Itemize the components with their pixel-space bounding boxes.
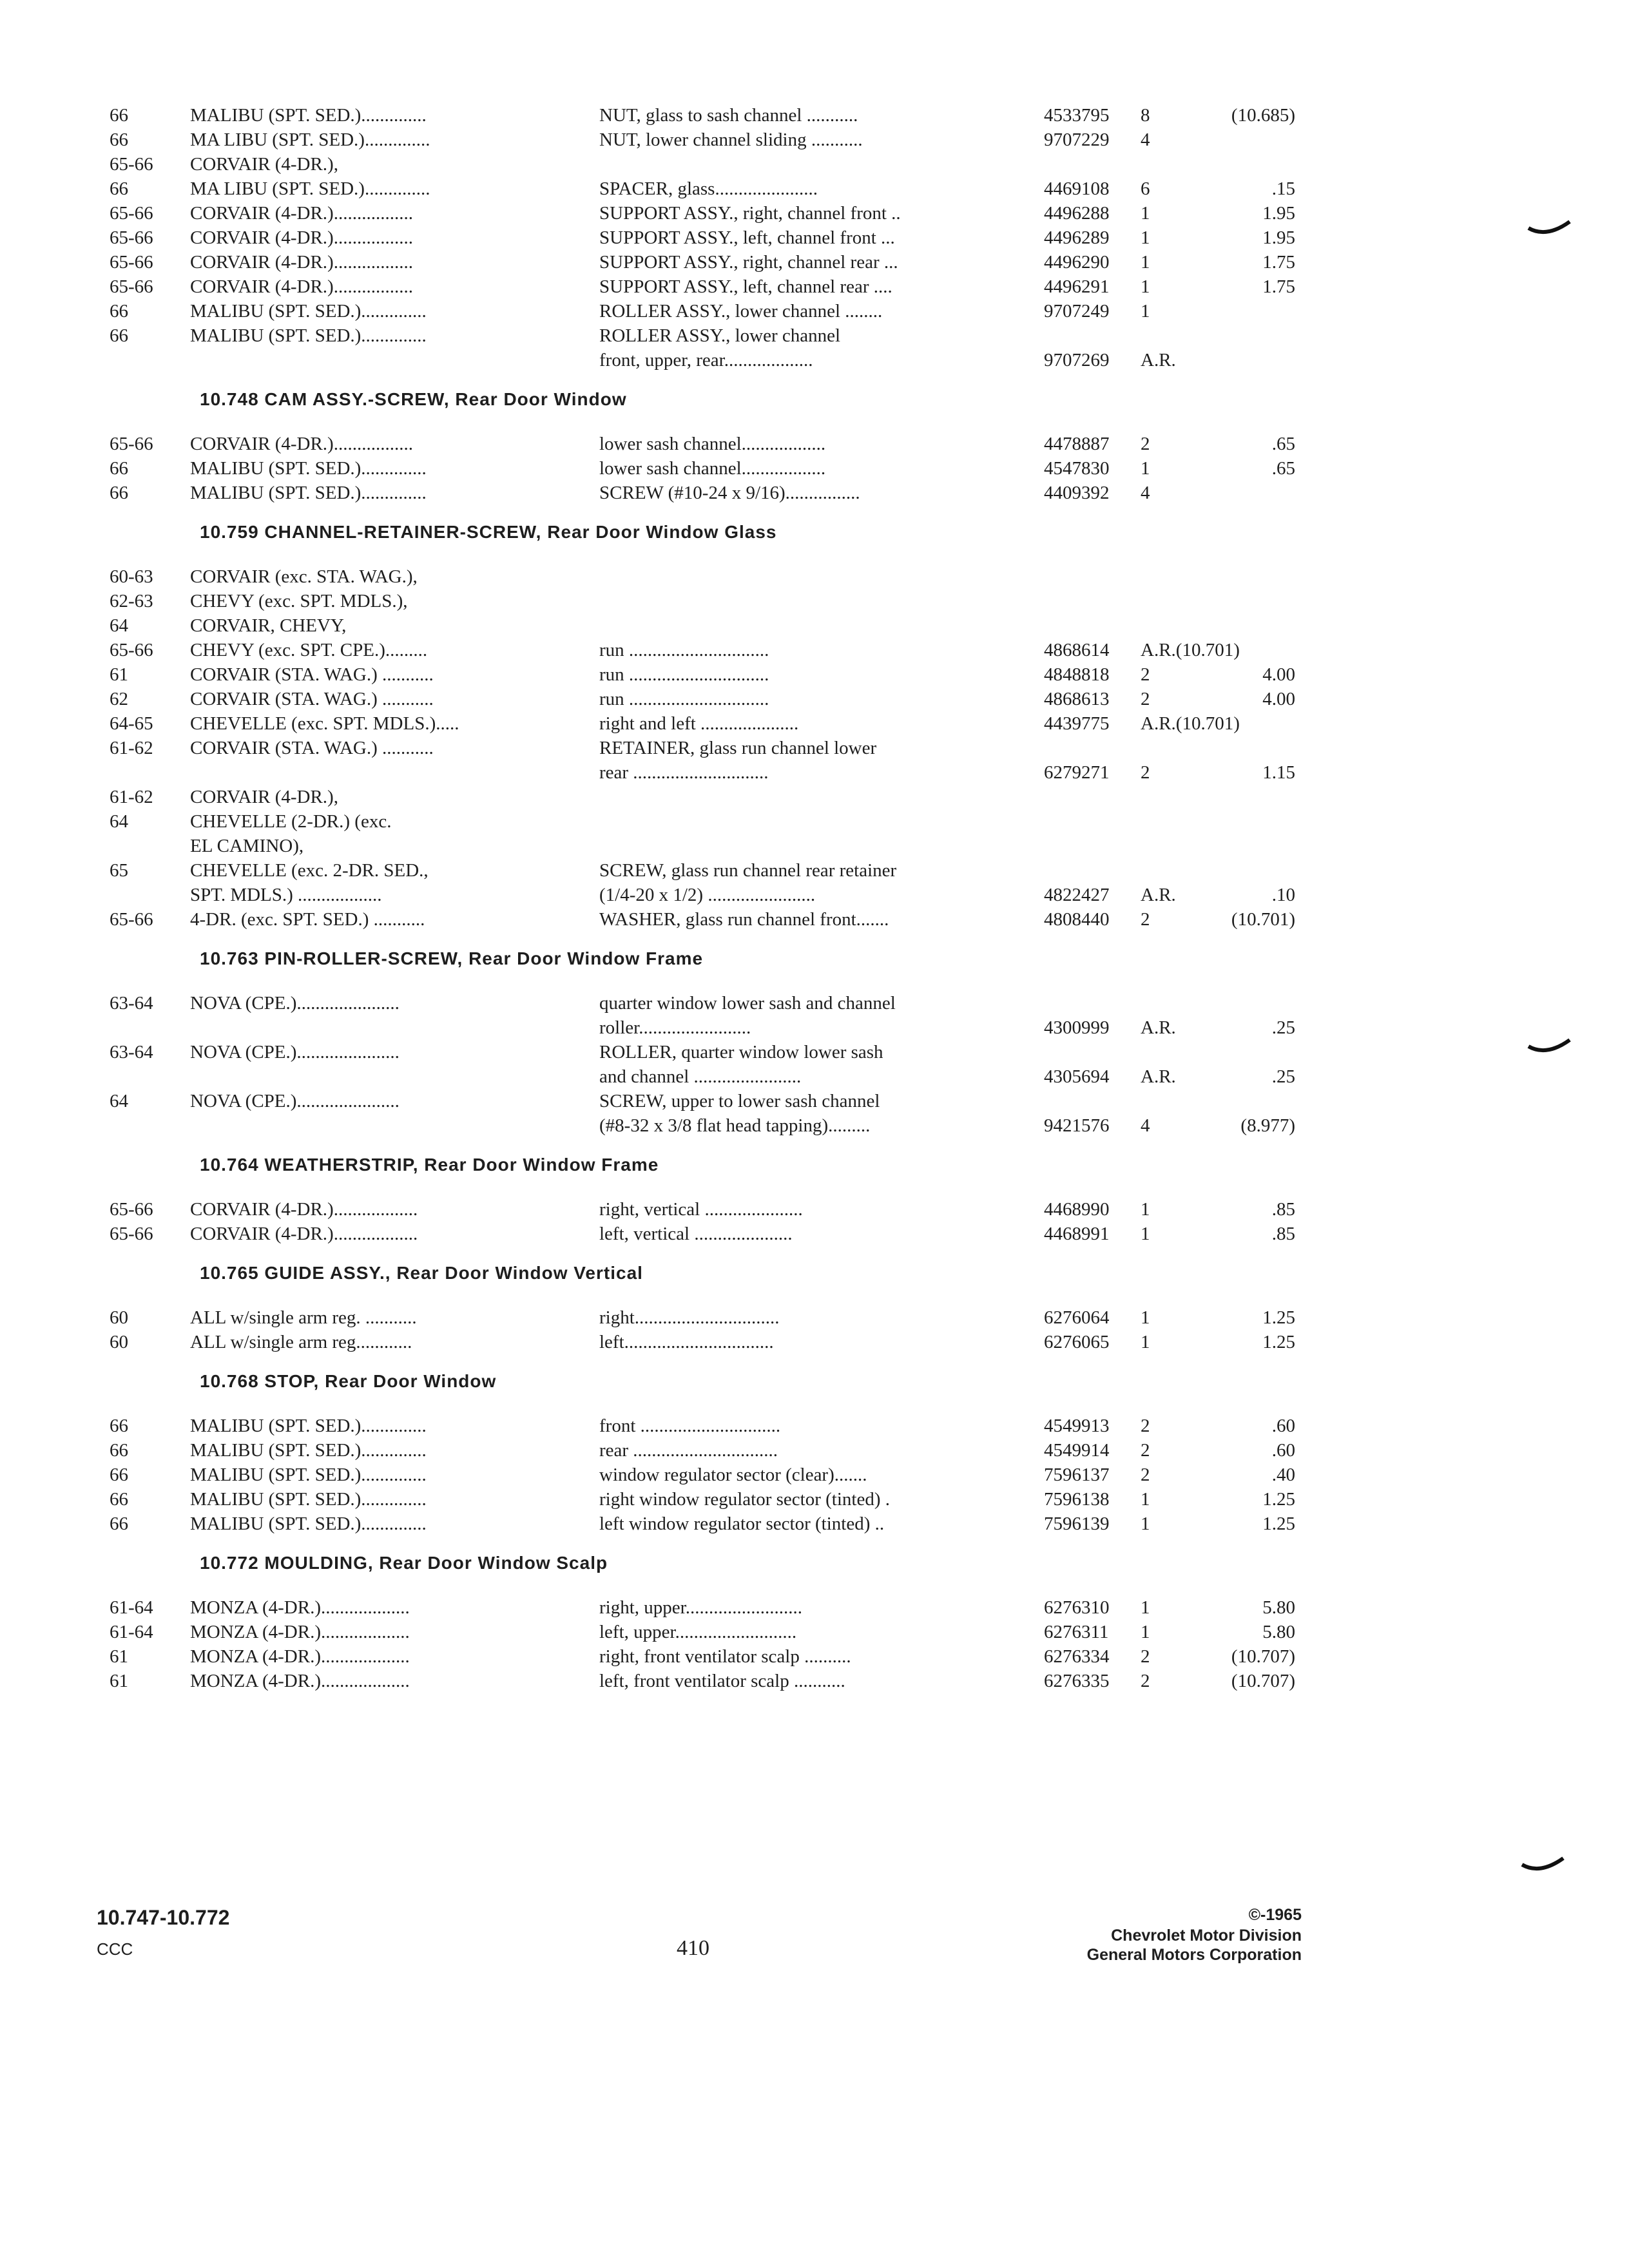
row-part-number: 6276334	[1044, 1646, 1110, 1667]
parts-row	[110, 564, 1302, 589]
row-quantity: 1	[1141, 1597, 1150, 1618]
row-price: .85	[1271, 1224, 1295, 1244]
row-model: CORVAIR (4-DR.),	[190, 787, 338, 807]
parts-row	[110, 687, 1302, 711]
row-model: CORVAIR (4-DR.)..................	[190, 1199, 418, 1220]
row-part-number: 4868613	[1044, 689, 1110, 709]
row-quantity: 4	[1141, 483, 1150, 503]
row-price: 1.25	[1262, 1332, 1295, 1352]
row-part-number: 4547830	[1044, 458, 1110, 479]
row-year: 66	[110, 1465, 128, 1485]
row-quantity: 2	[1141, 434, 1150, 454]
row-model: CHEVY (exc. SPT. MDLS.),	[190, 591, 408, 611]
row-model: EL CAMINO),	[190, 836, 304, 856]
parts-row	[110, 1512, 1302, 1536]
row-part-number: 4300999	[1044, 1017, 1110, 1038]
page-number: 410	[677, 1936, 709, 1960]
row-year: 65-66	[110, 203, 153, 224]
row-quantity: 1	[1141, 1514, 1150, 1534]
row-quantity: A.R.	[1141, 885, 1176, 905]
row-model: CORVAIR, CHEVY,	[190, 615, 347, 636]
row-description: right, upper.........................	[599, 1597, 802, 1618]
parts-row	[110, 638, 1302, 662]
row-part-number: 4439775	[1044, 713, 1110, 734]
row-quantity-price: A.R.(10.701)	[1141, 713, 1240, 734]
parts-row	[110, 1669, 1302, 1693]
section-heading	[110, 1548, 1302, 1584]
row-year: 62-63	[110, 591, 153, 611]
row-year: 61	[110, 664, 128, 685]
row-part-number: 6276310	[1044, 1597, 1110, 1618]
row-price: .60	[1271, 1440, 1295, 1461]
row-price: .65	[1271, 458, 1295, 479]
row-part-number: 4533795	[1044, 105, 1110, 126]
row-price: 1.95	[1262, 227, 1295, 248]
row-quantity: A.R.	[1141, 350, 1176, 370]
section-range: 10.747-10.772	[97, 1906, 230, 1929]
parts-row	[110, 103, 1302, 128]
row-model: CORVAIR (STA. WAG.) ...........	[190, 738, 434, 758]
row-price: 1.75	[1262, 252, 1295, 273]
row-price: 1.75	[1262, 276, 1295, 297]
parts-row	[110, 1644, 1302, 1669]
row-quantity: 1	[1141, 227, 1150, 248]
section-heading-text: 10.759 CHANNEL-RETAINER-SCREW, Rear Door Window Glass	[200, 522, 777, 542]
row-year: 65	[110, 860, 128, 881]
parts-row	[110, 589, 1302, 613]
row-quantity: 2	[1141, 1646, 1150, 1667]
parts-row	[110, 1089, 1302, 1113]
parts-row	[110, 299, 1302, 323]
section-heading	[110, 1366, 1302, 1402]
row-quantity: A.R.	[1141, 1066, 1176, 1087]
row-quantity: 1	[1141, 1199, 1150, 1220]
row-price: 5.80	[1262, 1622, 1295, 1642]
section-heading-text: 10.768 STOP, Rear Door Window	[200, 1371, 497, 1391]
row-model: 4-DR. (exc. SPT. SED.) ...........	[190, 909, 425, 930]
section-heading	[110, 1258, 1302, 1294]
row-model: CORVAIR (exc. STA. WAG.),	[190, 566, 418, 587]
row-year: 66	[110, 325, 128, 346]
row-part-number: 7596139	[1044, 1514, 1110, 1534]
row-model: MONZA (4-DR.)...................	[190, 1646, 410, 1667]
parts-row	[110, 785, 1302, 809]
row-description: run ..............................	[599, 664, 769, 685]
row-year: 61-62	[110, 738, 153, 758]
row-part-number: 4468990	[1044, 1199, 1110, 1220]
row-part-number: 9707269	[1044, 350, 1110, 370]
row-year: 64	[110, 615, 128, 636]
row-part-number: 4409392	[1044, 483, 1110, 503]
row-quantity: 1	[1141, 1307, 1150, 1328]
row-model: MALIBU (SPT. SED.)..............	[190, 301, 427, 322]
parts-row	[110, 1305, 1302, 1330]
row-description: right and left .....................	[599, 713, 799, 734]
row-part-number: 6276311	[1044, 1622, 1109, 1642]
parts-row	[110, 991, 1302, 1015]
row-year: 66	[110, 178, 128, 199]
parts-row	[110, 250, 1302, 274]
row-year: 61-64	[110, 1622, 153, 1642]
parts-row	[110, 1620, 1302, 1644]
parts-row	[110, 1463, 1302, 1487]
row-year: 61	[110, 1646, 128, 1667]
row-description: quarter window lower sash and channel	[599, 993, 896, 1014]
parts-row	[110, 1595, 1302, 1620]
row-price: .60	[1271, 1416, 1295, 1436]
parts-row	[110, 348, 1302, 372]
row-description: NUT, glass to sash channel ...........	[599, 105, 858, 126]
row-part-number: 4848818	[1044, 664, 1110, 685]
row-part-number: 4808440	[1044, 909, 1110, 930]
row-model: NOVA (CPE.)......................	[190, 1042, 400, 1062]
row-quantity: 2	[1141, 689, 1150, 709]
row-description: ROLLER, quarter window lower sash	[599, 1042, 883, 1062]
row-model: MA LIBU (SPT. SED.)..............	[190, 178, 430, 199]
row-description: SCREW, upper to lower sash channel	[599, 1091, 880, 1111]
parts-row	[110, 128, 1302, 152]
row-description: left, front ventilator scalp ...........	[599, 1671, 845, 1691]
row-year: 66	[110, 1514, 128, 1534]
row-year: 66	[110, 301, 128, 322]
parts-row	[110, 1040, 1302, 1064]
row-year: 64-65	[110, 713, 153, 734]
row-description: front ..............................	[599, 1416, 781, 1436]
row-quantity: 1	[1141, 1332, 1150, 1352]
row-price: 5.80	[1262, 1597, 1295, 1618]
row-part-number: 6276065	[1044, 1332, 1110, 1352]
row-price: .65	[1271, 434, 1295, 454]
row-description: and channel .......................	[599, 1066, 802, 1087]
parts-row	[110, 662, 1302, 687]
row-price: (10.701)	[1231, 909, 1295, 930]
parts-row	[110, 152, 1302, 177]
row-model: CORVAIR (STA. WAG.) ...........	[190, 689, 434, 709]
row-quantity: 6	[1141, 178, 1150, 199]
row-price: .25	[1271, 1017, 1295, 1038]
row-description: SUPPORT ASSY., right, channel rear ...	[599, 252, 898, 273]
row-model: CORVAIR (4-DR.).................	[190, 252, 413, 273]
row-year: 66	[110, 458, 128, 479]
parts-row	[110, 1015, 1302, 1040]
row-price: (8.977)	[1240, 1115, 1295, 1136]
row-year: 66	[110, 1440, 128, 1461]
parts-row	[110, 1487, 1302, 1512]
row-part-number: 4868614	[1044, 640, 1110, 660]
row-description: window regulator sector (clear).......	[599, 1465, 867, 1485]
row-model: MALIBU (SPT. SED.)..............	[190, 458, 427, 479]
row-description: left................................	[599, 1332, 774, 1352]
row-price: .15	[1271, 178, 1295, 199]
row-model: ALL w/single arm reg. ...........	[190, 1307, 417, 1328]
row-quantity: 4	[1141, 1115, 1150, 1136]
row-quantity: 2	[1141, 909, 1150, 930]
section-heading	[110, 1149, 1302, 1186]
row-model: CORVAIR (4-DR.).................	[190, 227, 413, 248]
row-year: 62	[110, 689, 128, 709]
row-price: .10	[1271, 885, 1295, 905]
row-year: 60	[110, 1332, 128, 1352]
parts-row	[110, 858, 1302, 883]
row-model: NOVA (CPE.)......................	[190, 993, 400, 1014]
parts-row	[110, 1222, 1302, 1246]
section-heading-text: 10.748 CAM ASSY.-SCREW, Rear Door Window	[200, 389, 627, 409]
parts-row	[110, 1064, 1302, 1089]
row-year: 63-64	[110, 993, 153, 1014]
row-year: 65-66	[110, 227, 153, 248]
row-model: CORVAIR (4-DR.).................	[190, 434, 413, 454]
margin-tick-mark	[1521, 1856, 1566, 1875]
parts-row	[110, 226, 1302, 250]
row-price: 1.25	[1262, 1514, 1295, 1534]
row-quantity-price: A.R.(10.701)	[1141, 640, 1240, 660]
row-description: rear ...............................	[599, 1440, 778, 1461]
row-description: (#8-32 x 3/8 flat head tapping).........	[599, 1115, 871, 1136]
row-quantity: 1	[1141, 458, 1150, 479]
section-heading-text: 10.764 WEATHERSTRIP, Rear Door Window Frame	[200, 1155, 659, 1175]
row-part-number: 6276335	[1044, 1671, 1110, 1691]
row-model: CORVAIR (4-DR.).................	[190, 276, 413, 297]
row-description: RETAINER, glass run channel lower	[599, 738, 877, 758]
row-year: 65-66	[110, 276, 153, 297]
row-model: CHEVY (exc. SPT. CPE.).........	[190, 640, 428, 660]
row-model: MALIBU (SPT. SED.)..............	[190, 105, 427, 126]
row-quantity: 2	[1141, 762, 1150, 783]
row-description: SUPPORT ASSY., right, channel front ..	[599, 203, 901, 224]
row-model: MALIBU (SPT. SED.)..............	[190, 1489, 427, 1510]
row-year: 65-66	[110, 434, 153, 454]
row-quantity: 1	[1141, 252, 1150, 273]
row-description: SCREW (#10-24 x 9/16)................	[599, 483, 860, 503]
parts-row	[110, 834, 1302, 858]
row-description: right, front ventilator scalp ..........	[599, 1646, 851, 1667]
row-quantity: 2	[1141, 664, 1150, 685]
row-description: (1/4-20 x 1/2) .......................	[599, 885, 816, 905]
margin-tick-mark	[1527, 219, 1572, 238]
row-year: 66	[110, 1416, 128, 1436]
parts-row	[110, 760, 1302, 785]
parts-row	[110, 481, 1302, 505]
row-price: 4.00	[1262, 664, 1295, 685]
row-part-number: 6279271	[1044, 762, 1110, 783]
row-part-number: 7596137	[1044, 1465, 1110, 1485]
row-part-number: 4305694	[1044, 1066, 1110, 1087]
row-part-number: 4496289	[1044, 227, 1110, 248]
row-price: 1.25	[1262, 1307, 1295, 1328]
row-model: MONZA (4-DR.)...................	[190, 1671, 410, 1691]
row-model: NOVA (CPE.)......................	[190, 1091, 400, 1111]
row-year: 65-66	[110, 252, 153, 273]
row-description: lower sash channel..................	[599, 458, 826, 479]
row-year: 65-66	[110, 154, 153, 175]
row-year: 61	[110, 1671, 128, 1691]
row-model: CHEVELLE (exc. 2-DR. SED.,	[190, 860, 429, 881]
parts-row	[110, 1414, 1302, 1438]
row-year: 65-66	[110, 1224, 153, 1244]
row-model: MALIBU (SPT. SED.)..............	[190, 1416, 427, 1436]
row-year: 63-64	[110, 1042, 153, 1062]
row-model: MA LIBU (SPT. SED.)..............	[190, 130, 430, 150]
row-price: .25	[1271, 1066, 1295, 1087]
parts-row	[110, 323, 1302, 348]
row-model: CORVAIR (STA. WAG.) ...........	[190, 664, 434, 685]
parts-row	[110, 432, 1302, 456]
row-quantity: 1	[1141, 301, 1150, 322]
row-price: 4.00	[1262, 689, 1295, 709]
row-description: SUPPORT ASSY., left, channel front ...	[599, 227, 895, 248]
row-year: 66	[110, 483, 128, 503]
row-quantity: 1	[1141, 1224, 1150, 1244]
row-price: (10.685)	[1231, 105, 1295, 126]
row-quantity: 4	[1141, 130, 1150, 150]
row-part-number: 4469108	[1044, 178, 1110, 199]
row-description: rear .............................	[599, 762, 769, 783]
row-model: CORVAIR (4-DR.).................	[190, 203, 413, 224]
row-year: 60-63	[110, 566, 153, 587]
section-heading-text: 10.772 MOULDING, Rear Door Window Scalp	[200, 1553, 608, 1573]
row-description: NUT, lower channel sliding ...........	[599, 130, 863, 150]
parts-row	[110, 1330, 1302, 1354]
margin-tick-mark	[1527, 1037, 1572, 1057]
row-model: MALIBU (SPT. SED.)..............	[190, 325, 427, 346]
row-description: SUPPORT ASSY., left, channel rear ....	[599, 276, 892, 297]
row-description: front, upper, rear...................	[599, 350, 813, 370]
row-description: ROLLER ASSY., lower channel	[599, 325, 841, 346]
section-heading	[110, 517, 1302, 553]
row-model: MONZA (4-DR.)...................	[190, 1622, 410, 1642]
row-part-number: 4496291	[1044, 276, 1110, 297]
parts-row	[110, 613, 1302, 638]
parts-row	[110, 1113, 1302, 1138]
corporation-name: General Motors Corporation	[1086, 1946, 1302, 1964]
parts-row	[110, 177, 1302, 201]
row-description: left, upper..........................	[599, 1622, 797, 1642]
row-year: 66	[110, 130, 128, 150]
section-heading	[110, 943, 1302, 979]
row-part-number: 6276064	[1044, 1307, 1110, 1328]
row-description: roller........................	[599, 1017, 751, 1038]
parts-row	[110, 456, 1302, 481]
row-description: right, vertical .....................	[599, 1199, 803, 1220]
row-price: (10.707)	[1231, 1646, 1295, 1667]
row-model: MONZA (4-DR.)...................	[190, 1597, 410, 1618]
row-quantity: 1	[1141, 203, 1150, 224]
row-quantity: 1	[1141, 276, 1150, 297]
parts-row	[110, 883, 1302, 907]
section-heading-text: 10.763 PIN-ROLLER-SCREW, Rear Door Window Frame	[200, 948, 704, 968]
row-description: run ..............................	[599, 689, 769, 709]
row-description: right window regulator sector (tinted) .	[599, 1489, 890, 1510]
row-model: CHEVELLE (2-DR.) (exc.	[190, 811, 392, 832]
row-model: CHEVELLE (exc. SPT. MDLS.).....	[190, 713, 459, 734]
row-description: lower sash channel..................	[599, 434, 826, 454]
row-year: 65-66	[110, 909, 153, 930]
row-part-number: 9707249	[1044, 301, 1110, 322]
row-price: 1.95	[1262, 203, 1295, 224]
copyright: ©-1965	[1248, 1906, 1302, 1924]
division-name: Chevrolet Motor Division	[1111, 1927, 1302, 1945]
row-part-number: 9707229	[1044, 130, 1110, 150]
row-quantity: 1	[1141, 1489, 1150, 1510]
row-price: 1.25	[1262, 1489, 1295, 1510]
parts-row	[110, 736, 1302, 760]
row-part-number: 4496288	[1044, 203, 1110, 224]
row-part-number: 4468991	[1044, 1224, 1110, 1244]
parts-row	[110, 1438, 1302, 1463]
parts-listing	[110, 103, 1302, 1693]
row-description: right...............................	[599, 1307, 780, 1328]
row-model: CORVAIR (4-DR.)..................	[190, 1224, 418, 1244]
row-description: run ..............................	[599, 640, 769, 660]
row-model: MALIBU (SPT. SED.)..............	[190, 1465, 427, 1485]
row-quantity: 8	[1141, 105, 1150, 126]
row-description: WASHER, glass run channel front.......	[599, 909, 889, 930]
row-year: 64	[110, 811, 128, 832]
row-year: 66	[110, 1489, 128, 1510]
row-year: 61-64	[110, 1597, 153, 1618]
row-price: .85	[1271, 1199, 1295, 1220]
catalog-code: CCC	[97, 1939, 133, 1959]
row-part-number: 4478887	[1044, 434, 1110, 454]
row-model: SPT. MDLS.) ..................	[190, 885, 382, 905]
section-heading	[110, 384, 1302, 420]
row-year: 66	[110, 105, 128, 126]
row-part-number: 9421576	[1044, 1115, 1110, 1136]
parts-row	[110, 711, 1302, 736]
row-part-number: 4822427	[1044, 885, 1110, 905]
row-quantity: 2	[1141, 1416, 1150, 1436]
parts-row	[110, 809, 1302, 834]
row-year: 64	[110, 1091, 128, 1111]
row-description: SPACER, glass......................	[599, 178, 818, 199]
row-model: MALIBU (SPT. SED.)..............	[190, 483, 427, 503]
row-description: ROLLER ASSY., lower channel ........	[599, 301, 883, 322]
row-model: MALIBU (SPT. SED.)..............	[190, 1514, 427, 1534]
row-part-number: 7596138	[1044, 1489, 1110, 1510]
section-heading-text: 10.765 GUIDE ASSY., Rear Door Window Vertical	[200, 1263, 643, 1283]
row-price: (10.707)	[1231, 1671, 1295, 1691]
row-quantity: 2	[1141, 1671, 1150, 1691]
row-quantity: 2	[1141, 1465, 1150, 1485]
row-description: SCREW, glass run channel rear retainer	[599, 860, 897, 881]
row-price: .40	[1271, 1465, 1295, 1485]
parts-row	[110, 274, 1302, 299]
row-quantity: 2	[1141, 1440, 1150, 1461]
row-year: 61-62	[110, 787, 153, 807]
row-quantity: 1	[1141, 1622, 1150, 1642]
row-description: left window regulator sector (tinted) ..	[599, 1514, 885, 1534]
row-price: 1.15	[1262, 762, 1295, 783]
row-description: left, vertical .....................	[599, 1224, 793, 1244]
row-part-number: 4549913	[1044, 1416, 1110, 1436]
row-part-number: 4549914	[1044, 1440, 1110, 1461]
row-part-number: 4496290	[1044, 252, 1110, 273]
row-year: 65-66	[110, 640, 153, 660]
row-model: ALL w/single arm reg............	[190, 1332, 412, 1352]
row-model: CORVAIR (4-DR.),	[190, 154, 338, 175]
parts-row	[110, 201, 1302, 226]
row-year: 60	[110, 1307, 128, 1328]
row-quantity: A.R.	[1141, 1017, 1176, 1038]
parts-row	[110, 1197, 1302, 1222]
parts-row	[110, 907, 1302, 932]
row-model: MALIBU (SPT. SED.)..............	[190, 1440, 427, 1461]
row-year: 65-66	[110, 1199, 153, 1220]
